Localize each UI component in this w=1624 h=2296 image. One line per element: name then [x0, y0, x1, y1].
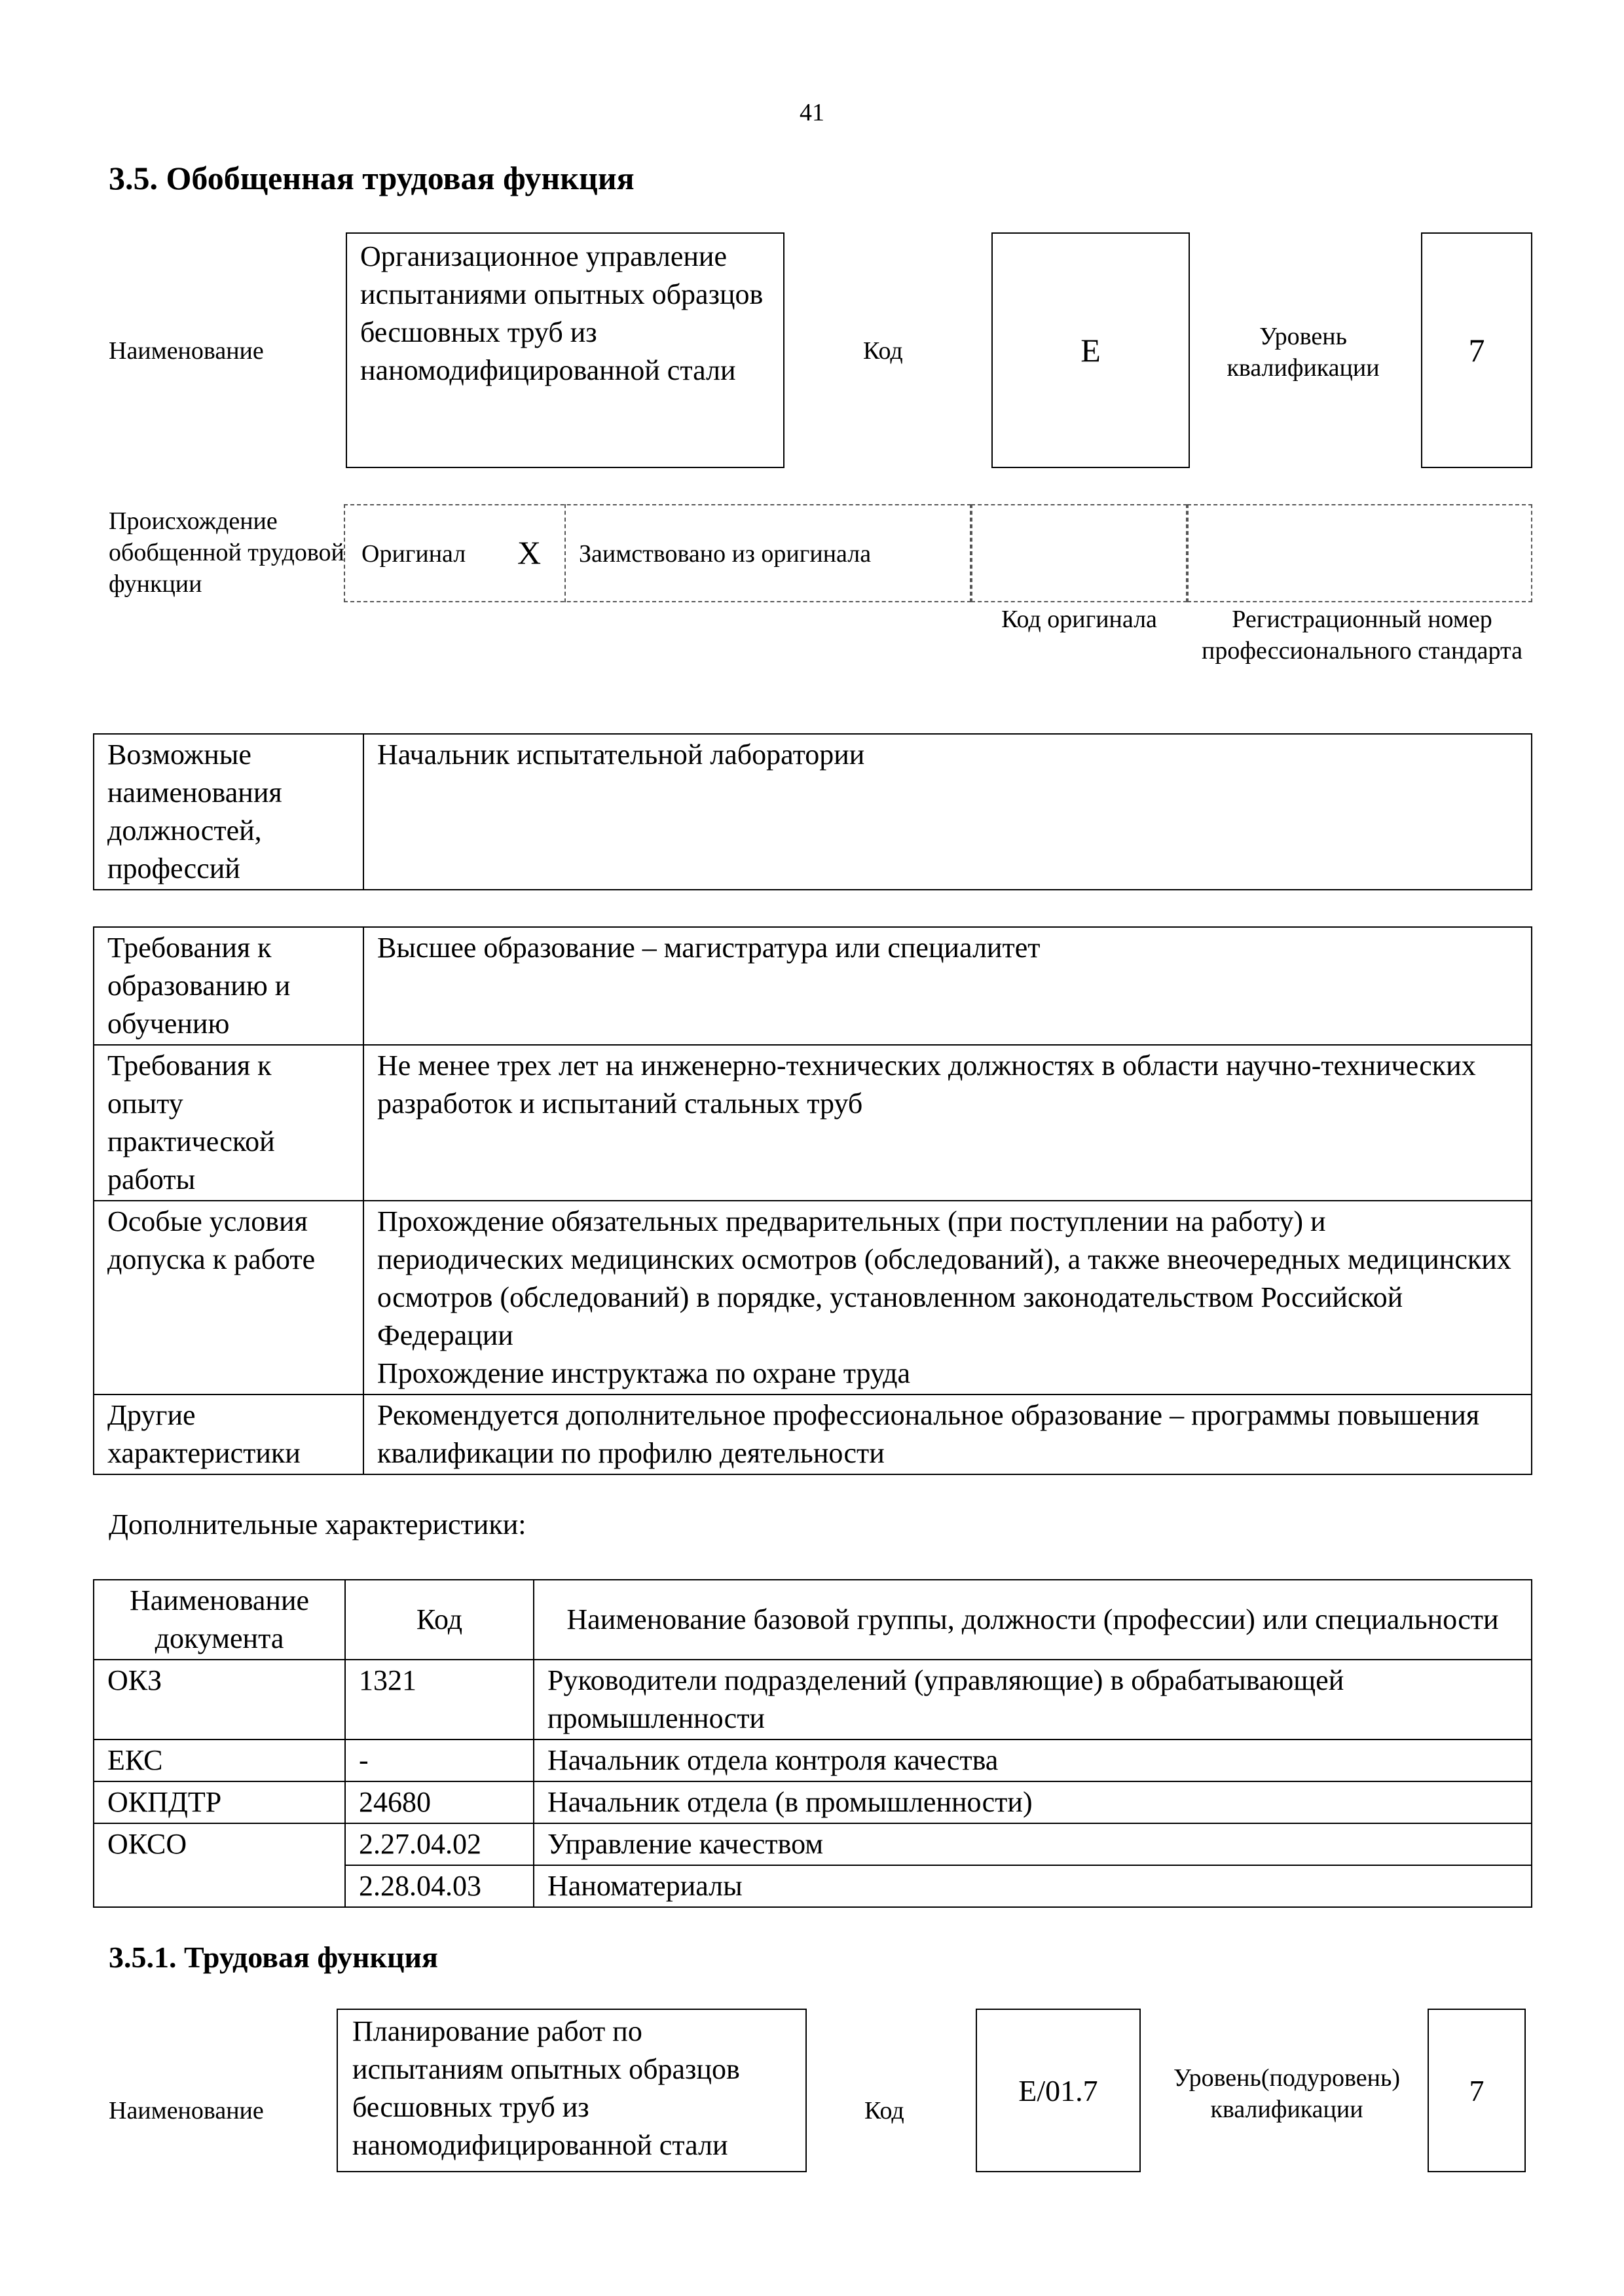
code-label: Код: [863, 337, 903, 365]
sub-code-value: E/01.7: [1018, 2073, 1098, 2107]
table-row: [94, 1823, 1532, 1865]
row-name: Управление качеством: [534, 1823, 1532, 1865]
requirements-row: [94, 927, 1532, 1045]
positions-value: Начальник испытательной лаборатории: [363, 734, 1532, 890]
education-value: Высшее образование – магистратура или специалитет: [363, 927, 1532, 1045]
row-code: 24680: [345, 1781, 534, 1823]
origin-label: Происхождение обобщенной трудовой функции: [109, 507, 344, 598]
row-code: 2.28.04.03: [345, 1865, 534, 1907]
level-value: 7: [1468, 332, 1485, 369]
sub-code-box: [976, 2009, 1141, 2172]
code-box: [991, 232, 1190, 468]
level-box: [1421, 232, 1532, 468]
positions-label: Возможные наименования должностей, профессий: [94, 734, 363, 890]
section-heading: 3.5. Обобщенная трудовая функция: [109, 160, 635, 196]
original-code-caption: Код оригинала: [1001, 606, 1157, 633]
admission-value-2: Прохождение инструктажа по охране труда: [377, 1357, 911, 1389]
subsection-heading: 3.5.1. Трудовая функция: [109, 1941, 438, 1974]
sub-level-box: [1428, 2009, 1526, 2172]
row-doc: ОКЗ: [94, 1660, 345, 1740]
additional-table: [93, 1579, 1532, 1908]
sub-function-name-box: [337, 2009, 807, 2172]
table-row: [94, 1660, 1532, 1740]
table-row: [94, 1740, 1532, 1781]
additional-heading: Дополнительные характеристики:: [109, 1508, 526, 1540]
origin-divider: [564, 504, 566, 602]
requirements-table: [93, 926, 1532, 1475]
education-label: Требования к образованию и обучению: [94, 927, 363, 1045]
level-label: Уровень квалификации: [1227, 323, 1380, 382]
requirements-row: [94, 1201, 1532, 1394]
sub-level-label: Уровень(подуровень) квалификации: [1173, 2064, 1400, 2123]
additional-header-row: [94, 1580, 1532, 1660]
experience-value: Не менее трех лет на инженерно-технических должностях в области научно-технических разработок и испытаний стальных труб: [363, 1045, 1532, 1201]
other-label: Другие характеристики: [94, 1394, 363, 1474]
experience-label: Требования к опыту практической работы: [94, 1045, 363, 1201]
row-doc: ОКПДТР: [94, 1781, 345, 1823]
row-doc: ЕКС: [94, 1740, 345, 1781]
admission-label: Особые условия допуска к работе: [94, 1201, 363, 1394]
positions-table: [93, 733, 1532, 890]
requirements-row: [94, 1394, 1532, 1474]
name-label: Наименование: [109, 337, 264, 365]
original-label: Оригинал: [361, 540, 466, 568]
row-code: -: [345, 1740, 534, 1781]
positions-row: [94, 734, 1532, 890]
other-value: Рекомендуется дополнительное профессиональное образование – программы повышения квалификации по профилю деятельности: [363, 1394, 1532, 1474]
header-document: Наименование документа: [94, 1580, 345, 1660]
header-name: Наименование базовой группы, должности (профессии) или специальности: [534, 1580, 1532, 1660]
sub-level-value: 7: [1469, 2073, 1485, 2107]
row-name: Наноматериалы: [534, 1865, 1532, 1907]
page-number: 41: [800, 99, 824, 126]
row-name: Начальник отдела (в промышленности): [534, 1781, 1532, 1823]
admission-cell: [363, 1201, 1532, 1394]
function-name-box: [346, 232, 784, 468]
code-value: E: [1080, 332, 1101, 369]
table-row: [94, 1781, 1532, 1823]
row-name: Начальник отдела контроля качества: [534, 1740, 1532, 1781]
borrowed-label: Заимствовано из оригинала: [579, 540, 872, 568]
sub-name-label: Наименование: [109, 2097, 264, 2124]
function-name-value: Организационное управление испытаниями опытных образцов бесшовных труб из наномодифицированной стали: [360, 240, 764, 386]
sub-function-name-value: Планирование работ по испытаниям опытных образцов бесшовных труб из наномодифицированной стали: [352, 2015, 740, 2161]
row-doc: ОКСО: [94, 1823, 345, 1907]
registration-number-caption: Регистрационный номер профессионального стандарта: [1202, 606, 1522, 665]
header-code: Код: [345, 1580, 534, 1660]
row-code: 2.27.04.02: [345, 1823, 534, 1865]
sub-code-label: Код: [864, 2097, 904, 2124]
original-mark: X: [517, 534, 542, 571]
requirements-row: [94, 1045, 1532, 1201]
row-code: 1321: [345, 1660, 534, 1740]
admission-value: Прохождение обязательных предварительных (при поступлении на работу) и периодических медицинских осмотров (обследований), а также внеочередных медицинских осмотров (обследований) в порядке, установленном законодательством Российской Федерации: [377, 1205, 1511, 1351]
row-name: Руководители подразделений (управляющие) в обрабатывающей промышленности: [534, 1660, 1532, 1740]
registration-number-box: [1187, 504, 1532, 602]
original-code-box: [971, 504, 1187, 602]
